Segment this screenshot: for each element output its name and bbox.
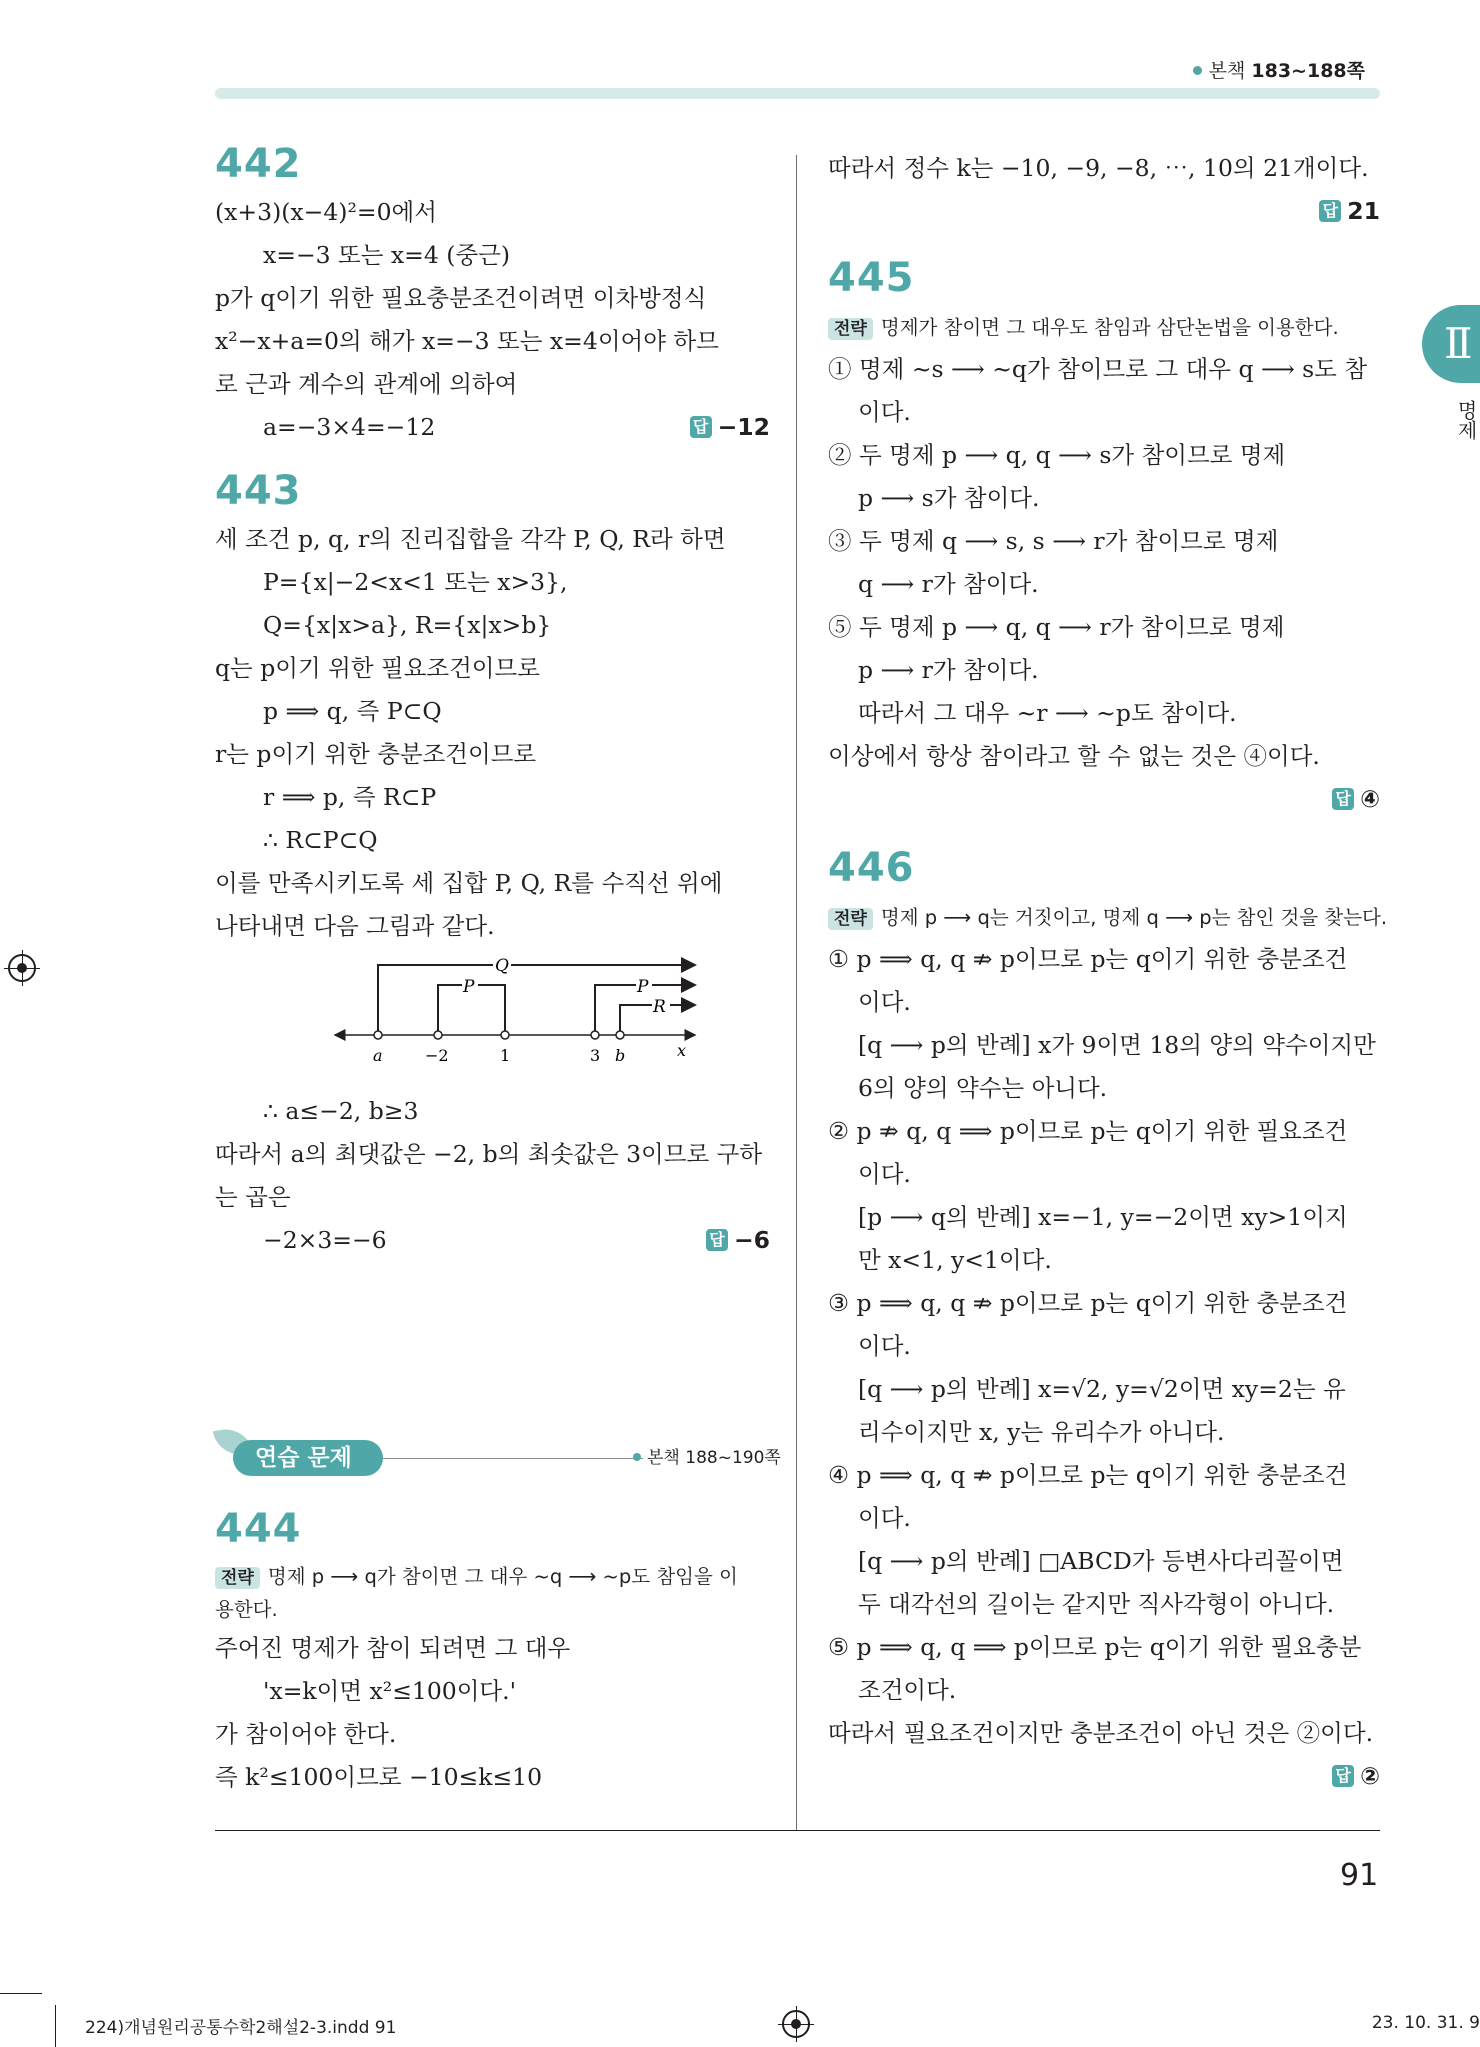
- ref-label: 본책: [647, 1448, 680, 1468]
- strategy-tag: 전략: [828, 318, 873, 340]
- text-line: 이상에서 항상 참이라고 할 수 없는 것은 ④이다.: [828, 742, 1320, 770]
- text-line: q는 p이기 위한 필요조건이므로: [215, 654, 540, 682]
- text-line: (x+3)(x−4)²=0에서: [215, 198, 437, 226]
- text-line: ① 명제 ~s ⟶ ~q가 참이므로 그 대우 q ⟶ s도 참: [828, 355, 1368, 383]
- set-label: P: [637, 977, 649, 997]
- bottom-rule: [215, 1830, 1380, 1831]
- text-line: 따라서 정수 k는 −10, −9, −8, ⋯, 10의 21개이다.: [828, 154, 1369, 182]
- registration-mark-icon: [8, 954, 36, 982]
- text-line: 따라서 필요조건이지만 충분조건이 아닌 것은 ②이다.: [828, 1719, 1374, 1747]
- answer-443: [706, 1219, 770, 1262]
- tick-label: −2: [425, 1046, 449, 1065]
- text-line: 로 근과 계수의 관계에 의하여: [215, 370, 518, 398]
- text-line: [q ⟶ p의 반례] □ABCD가 등변사다리꼴이면: [858, 1547, 1344, 1575]
- strategy-text: 명제 p ⟶ q가 참이면 그 대우 ~q ⟶ ~p도 참임을 이: [267, 1565, 738, 1588]
- text-line: ① p ⟹ q, q ⇏ p이므로 p는 q이기 위한 충분조건: [828, 945, 1348, 973]
- chapter-label: 명제: [1454, 400, 1478, 440]
- text-line: [q ⟶ p의 반례] x가 9이면 18의 양의 약수이지만: [858, 1031, 1376, 1059]
- text-line: 세 조건 p, q, r의 진리집합을 각각 P, Q, R라 하면: [215, 525, 726, 553]
- text-line: 따라서 a의 최댓값은 −2, b의 최솟값은 3이므로 구하: [215, 1140, 763, 1168]
- chapter-tab: [1422, 305, 1480, 383]
- text-line: ② 두 명제 p ⟶ q, q ⟶ s가 참이므로 명제: [828, 441, 1286, 469]
- text-line: 주어진 명제가 참이 되려면 그 대우: [215, 1634, 571, 1662]
- strategy-line: [215, 1555, 738, 1598]
- text-line: 6의 양의 약수는 아니다.: [858, 1074, 1108, 1102]
- tick-label: b: [615, 1046, 626, 1065]
- practice-page-reference: [633, 1443, 781, 1468]
- text-line: 이다.: [858, 1160, 911, 1188]
- text-line: 이다.: [858, 1504, 911, 1532]
- tick-label: a: [373, 1046, 383, 1065]
- crop-mark: [0, 1993, 42, 1994]
- text-line: 가 참이어야 한다.: [215, 1720, 397, 1748]
- text-line: ④ p ⟹ q, q ⇏ p이므로 p는 q이기 위한 충분조건: [828, 1461, 1348, 1489]
- text-line: −2×3=−6: [263, 1226, 387, 1254]
- text-line: 만 x<1, y<1이다.: [858, 1246, 1052, 1274]
- strategy-line: [828, 306, 1339, 349]
- answer-value: ④: [1360, 785, 1380, 813]
- text-line: r ⟹ p, 즉 R⊂P: [263, 783, 437, 811]
- crop-mark: [55, 2005, 56, 2047]
- tick-label: 3: [590, 1046, 601, 1065]
- text-line: 'x=k이면 x²≤100이다.': [263, 1677, 517, 1705]
- problem-number-442: 442: [215, 141, 302, 187]
- header-page-reference: [1193, 56, 1365, 83]
- text-line: ∴ a≤−2, b≥3: [263, 1097, 419, 1125]
- registration-mark-icon: [782, 2010, 810, 2038]
- ref-pages: 188~190쪽: [685, 1448, 781, 1468]
- text-line: p ⟶ s가 참이다.: [858, 484, 1040, 512]
- text-line: Q={x|x>a}, R={x|x>b}: [263, 611, 552, 639]
- answer-label: 답: [1319, 200, 1341, 222]
- set-label: R: [653, 997, 666, 1017]
- text-line: ③ p ⟹ q, q ⇏ p이므로 p는 q이기 위한 충분조건: [828, 1289, 1348, 1317]
- bullet-dot-icon: [1193, 66, 1202, 75]
- text-line: p가 q이기 위한 필요충분조건이려면 이차방정식: [215, 284, 707, 312]
- set-label: Q: [495, 956, 509, 976]
- text-line: [q ⟶ p의 반례] x=√2, y=√2이면 xy=2는 유: [858, 1375, 1346, 1403]
- text-line: 는 곱은: [215, 1183, 291, 1211]
- practice-rule: [383, 1458, 643, 1459]
- ref-label: 본책: [1208, 60, 1246, 82]
- column-divider: [796, 155, 797, 1830]
- text-line: 나타내면 다음 그림과 같다.: [215, 912, 495, 940]
- text-line: a=−3×4=−12: [263, 413, 436, 441]
- text-line: ② p ⇏ q, q ⟹ p이므로 p는 q이기 위한 필요조건: [828, 1117, 1348, 1145]
- practice-section-header: [215, 1440, 781, 1480]
- strategy-text: 명제 p ⟶ q는 거짓이고, 명제 q ⟶ p는 참인 것을 찾는다.: [880, 906, 1388, 929]
- text-line: 조건이다.: [858, 1676, 957, 1704]
- answer-label: 답: [1332, 788, 1354, 810]
- number-line-figure: [315, 950, 715, 1075]
- problem-number-443: 443: [215, 468, 302, 514]
- text-line: 이다.: [858, 988, 911, 1016]
- text-line: x²−x+a=0의 해가 x=−3 또는 x=4이어야 하므: [215, 327, 719, 355]
- footer-filename: 224)개념원리공통수학2해설2-3.indd 91: [85, 2018, 397, 2038]
- answer-444: [1319, 190, 1380, 233]
- text-line: x=−3 또는 x=4 (중근): [263, 241, 511, 269]
- text-line: ∴ R⊂P⊂Q: [263, 826, 378, 854]
- tick-label: 1: [500, 1046, 511, 1065]
- header-bar: [215, 88, 1380, 99]
- chapter-numeral: Ⅱ: [1444, 319, 1473, 368]
- text-line: 이다.: [858, 1332, 911, 1360]
- text-line: P={x|−2<x<1 또는 x>3},: [263, 568, 568, 596]
- page-number: 91: [1340, 1858, 1379, 1893]
- set-Q-region: [378, 965, 695, 1035]
- axis-label: x: [677, 1041, 687, 1060]
- answer-446: [1332, 1755, 1380, 1798]
- problem-number-445: 445: [828, 255, 915, 301]
- text-line: 리수이지만 x, y는 유리수가 아니다.: [858, 1418, 1225, 1446]
- answer-value: −6: [733, 1226, 770, 1254]
- text-line: ③ 두 명제 q ⟶ s, s ⟶ r가 참이므로 명제: [828, 527, 1279, 555]
- footer-date: 23. 10. 31. 9: [1371, 2013, 1480, 2033]
- answer-label: 답: [706, 1229, 728, 1251]
- answer-value: ②: [1360, 1762, 1380, 1790]
- text-line: 두 대각선의 길이는 같지만 직사각형이 아니다.: [858, 1590, 1335, 1618]
- strategy-line: [828, 896, 1387, 939]
- set-label: P: [463, 977, 475, 997]
- answer-value: −12: [717, 413, 770, 441]
- practice-title: 연습 문제: [233, 1440, 383, 1476]
- text-line: ⑤ p ⟹ q, q ⟹ p이므로 p는 q이기 위한 필요충분: [828, 1633, 1362, 1661]
- strategy-tag: 전략: [828, 908, 873, 930]
- problem-number-444: 444: [215, 1506, 302, 1552]
- text-line: p ⟶ r가 참이다.: [858, 656, 1039, 684]
- answer-442: [690, 406, 770, 449]
- bullet-dot-icon: [633, 1453, 641, 1461]
- text-line: 따라서 그 대우 ~r ⟶ ~p도 참이다.: [858, 699, 1237, 727]
- text-line: 이를 만족시키도록 세 집합 P, Q, R를 수직선 위에: [215, 869, 723, 897]
- strategy-tag: 전략: [215, 1567, 260, 1589]
- text-line: 이다.: [858, 398, 911, 426]
- text-line: [p ⟶ q의 반례] x=−1, y=−2이면 xy>1이지: [858, 1203, 1348, 1231]
- answer-label: 답: [690, 416, 712, 438]
- answer-value: 21: [1347, 197, 1380, 225]
- text-line: p ⟹ q, 즉 P⊂Q: [263, 697, 442, 725]
- text-line: 즉 k²≤100이므로 −10≤k≤10: [215, 1763, 543, 1791]
- ref-pages: 183~188쪽: [1251, 60, 1365, 82]
- strategy-text: 명제가 참이면 그 대우도 참임과 삼단논법을 이용한다.: [880, 316, 1339, 339]
- text-line: q ⟶ r가 참이다.: [858, 570, 1039, 598]
- text-line: r는 p이기 위한 충분조건이므로: [215, 740, 537, 768]
- strategy-line: 용한다.: [215, 1598, 278, 1621]
- problem-number-446: 446: [828, 845, 915, 891]
- answer-label: 답: [1332, 1765, 1354, 1787]
- text-line: ⑤ 두 명제 p ⟶ q, q ⟶ r가 참이므로 명제: [828, 613, 1285, 641]
- answer-445: [1332, 778, 1380, 821]
